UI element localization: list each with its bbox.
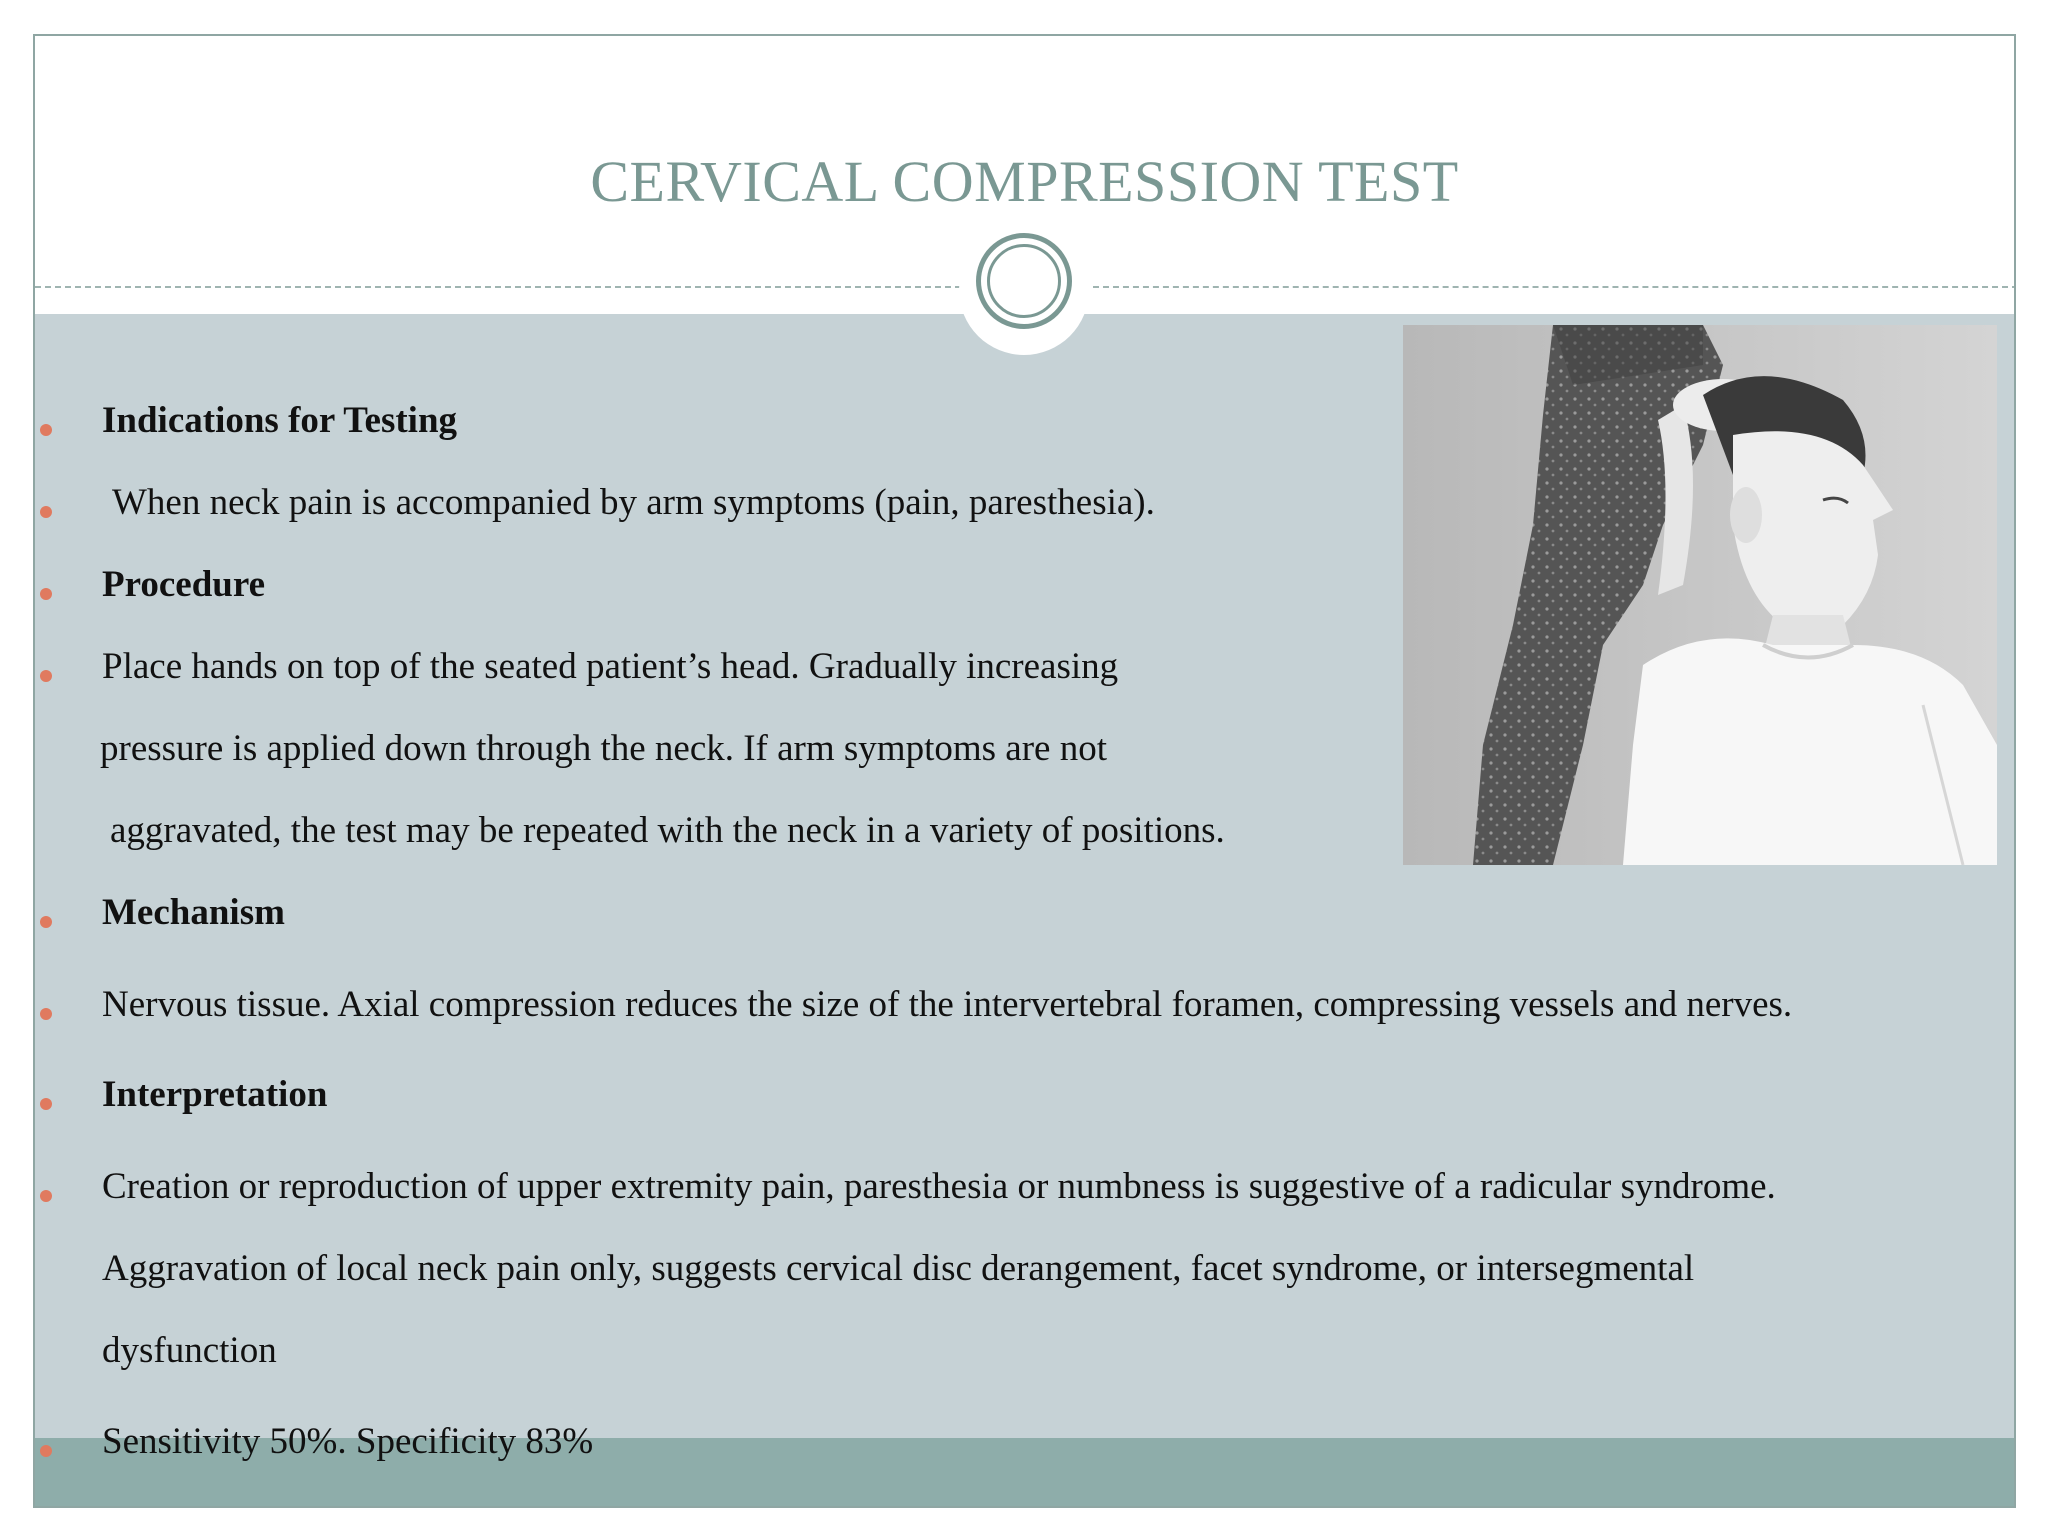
procedure-heading: Procedure <box>102 564 266 605</box>
ornament-circle-inner <box>987 244 1061 318</box>
slide <box>33 34 2016 1508</box>
procedure-line-3: aggravated, the test may be repeated with the neck in a variety of positions. <box>110 810 1225 851</box>
indications-text: When neck pain is accompanied by arm symptoms (pain, paresthesia). <box>112 482 1155 523</box>
bullet-icon <box>40 1098 52 1110</box>
interpretation-line-1: Creation or reproduction of upper extremity pain, paresthesia or numbness is suggestive of a radicular syndrome. <box>102 1166 1776 1207</box>
mechanism-heading: Mechanism <box>102 892 285 933</box>
interpretation-line-2: Aggravation of local neck pain only, suggests cervical disc derangement, facet syndrome, or intersegmental <box>102 1248 1695 1289</box>
bullet-icon <box>40 1190 52 1202</box>
photo-cervical-compression-test <box>1403 325 1997 865</box>
stats-text: Sensitivity 50%. Specificity 83% <box>102 1421 594 1462</box>
bullet-icon <box>40 506 52 518</box>
photo-illustration <box>1403 325 1997 865</box>
bullet-icon <box>40 670 52 682</box>
interpretation-line-3: dysfunction <box>102 1330 277 1371</box>
bullet-icon <box>40 424 52 436</box>
divider-left <box>35 286 961 288</box>
procedure-line-1: Place hands on top of the seated patient’s head. Gradually increasing <box>102 646 1119 687</box>
slide-title: CERVICAL COMPRESSION TEST <box>590 149 1459 214</box>
bullet-icon <box>40 916 52 928</box>
bullet-icon <box>40 1445 52 1457</box>
divider-right <box>1093 286 2016 288</box>
indications-heading: Indications for Testing <box>102 400 458 441</box>
bullet-icon <box>40 1008 52 1020</box>
mechanism-text: Nervous tissue. Axial compression reduces the size of the intervertebral foramen, compressing vessels and nerves. <box>102 984 1793 1025</box>
interpretation-heading: Interpretation <box>102 1074 328 1115</box>
bullet-icon <box>40 588 52 600</box>
procedure-line-2: pressure is applied down through the neck. If arm symptoms are not <box>100 728 1107 769</box>
